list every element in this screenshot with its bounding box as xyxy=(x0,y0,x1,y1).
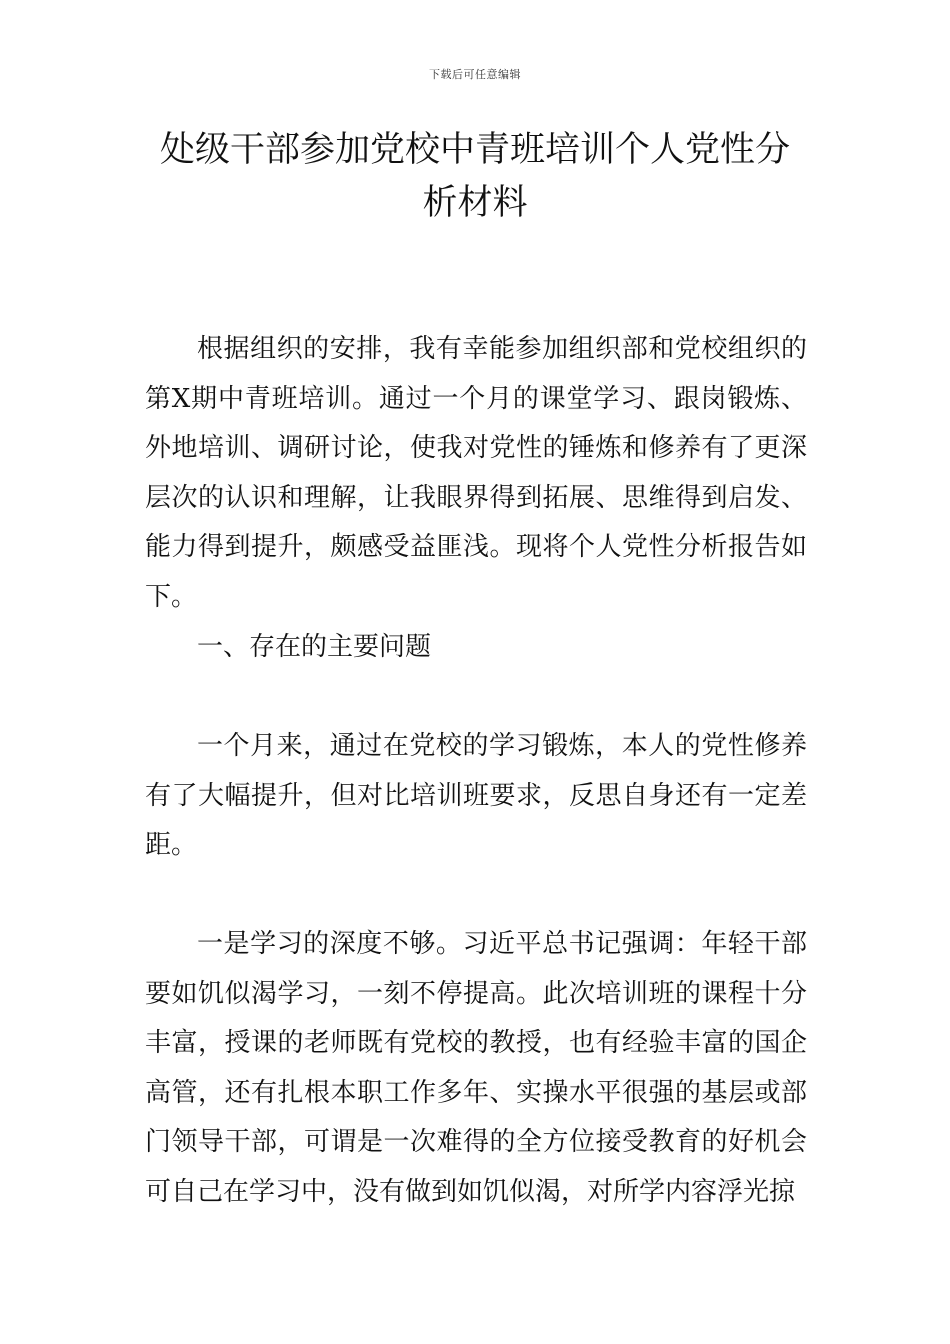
section-heading-1: 一、存在的主要问题 xyxy=(197,632,432,662)
header-note: 下载后可任意编辑 xyxy=(429,68,521,81)
body-paragraph-1: 根据组织的安排，我有幸能参加组织部和党校组织的第Ⅹ期中青班培训。通过一个月的课堂学习、跟岗锻炼、外地培训、调研讨论，使我对党性的锤炼和修养有了更深层次的认识和理解，让我眼界得到拓展、思维得到启发、能力得到提升，颇感受益匪浅。现将个人党性分析报告如下。 xyxy=(145,334,807,612)
body-paragraph-3: 一是学习的深度不够。习近平总书记强调：年轻干部要如饥似渴学习，一刻不停提高。此次培训班的课程十分丰富，授课的老师既有党校的教授，也有经验丰富的国企高管，还有扎根本职工作多年、实操水平很强的基层或部门领导干部，可谓是一次难得的全方位接受教育的好机会可自己在学习中，没有做到如饥似渴，对所学内容浮光掠 xyxy=(145,929,807,1207)
body-paragraph-2: 一个月来，通过在党校的学习锻炼，本人的党性修养有了大幅提升，但对比培训班要求，反思自身还有一定差距。 xyxy=(145,731,807,860)
document-title: 处级干部参加党校中青班培训个人党性分析材料 xyxy=(159,130,790,223)
